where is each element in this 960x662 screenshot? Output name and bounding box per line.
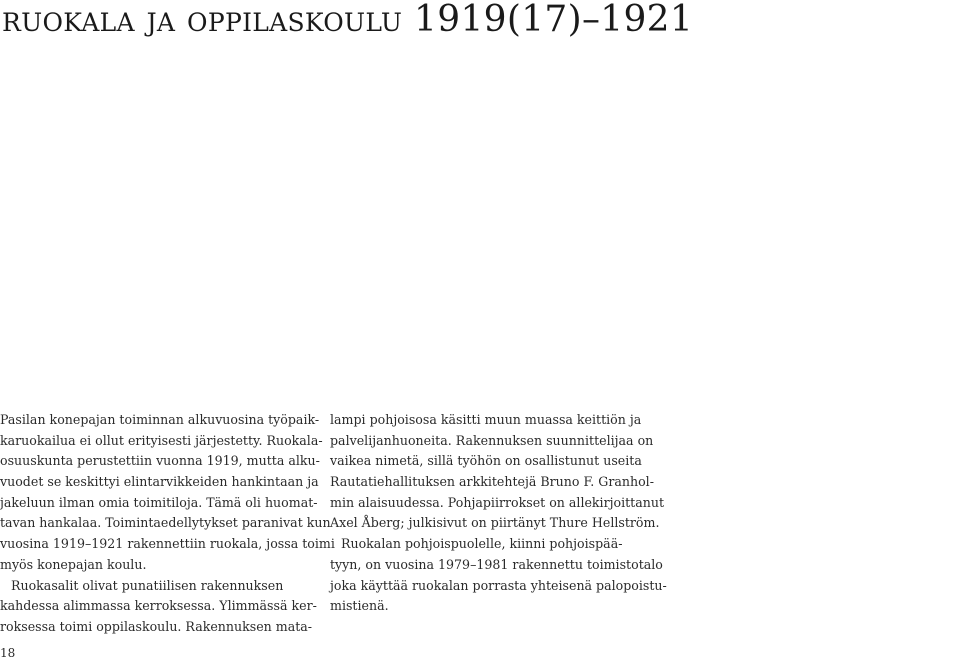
text-line: karuokailua ei ollut erityisesti järjestetty. Ruokala- [0, 432, 323, 448]
text-line: lampi pohjoisosa käsitti muun muassa keittiön ja [330, 412, 642, 427]
text-line: min alaisuudessa. Pohjapiirrokset on allekirjoittanut [330, 494, 665, 510]
paragraph-start-line: Ruokasalit olivat punatiilisen rakennuksen [11, 577, 284, 593]
text-line: Pasilan konepajan toiminnan alkuvuosina työpaik- [0, 412, 320, 427]
text-line: roksessa toimi oppilaskoulu. Rakennuksen mata- [0, 618, 313, 634]
paragraph-start-line: Ruokalan pohjoispuolelle, kiinni pohjoispää- [341, 536, 623, 552]
text-line: vuosina 1919–1921 rakennettiin ruokala, jossa toimi [0, 536, 335, 552]
text-line: myös konepajan koulu. [0, 556, 147, 572]
text-line: tyyn, on vuosina 1979–1981 rakennettu toimistotalo [330, 556, 663, 572]
text-line: vaikea nimetä, sillä työhön on osallistunut useita [330, 453, 642, 469]
text-line: Rautatiehallituksen arkkitehtejä Bruno F. Granhol- [330, 474, 654, 490]
text-line: jakeluun ilman omia toimitiloja. Tämä oli huomat- [0, 494, 318, 510]
text-line: kahdessa alimmassa kerroksessa. Ylimmässä ker- [0, 598, 317, 614]
page-title: ruokala ja oppilaskoulu 1919(17)–1921 [2, 0, 694, 40]
right-text-column [330, 410, 667, 617]
text-line: tavan hankalaa. Toimintaedellytykset paranivat kun [0, 515, 331, 531]
text-line: osuuskunta perustettiin vuonna 1919, mutta alku- [0, 453, 320, 469]
left-text-column [0, 410, 335, 638]
page-number: 18 [0, 646, 16, 660]
text-line: mistienä. [330, 598, 389, 614]
text-line: vuodet se keskittyi elintarvikkeiden hankintaan ja [0, 474, 319, 490]
text-line: palvelijanhuoneita. Rakennuksen suunnittelijaa on [330, 432, 654, 448]
text-line: joka käyttää ruokalan porrasta yhteisenä palopoistu- [330, 577, 667, 593]
text-line: Axel Åberg; julkisivut on piirtänyt Thure Hellström. [330, 515, 660, 531]
